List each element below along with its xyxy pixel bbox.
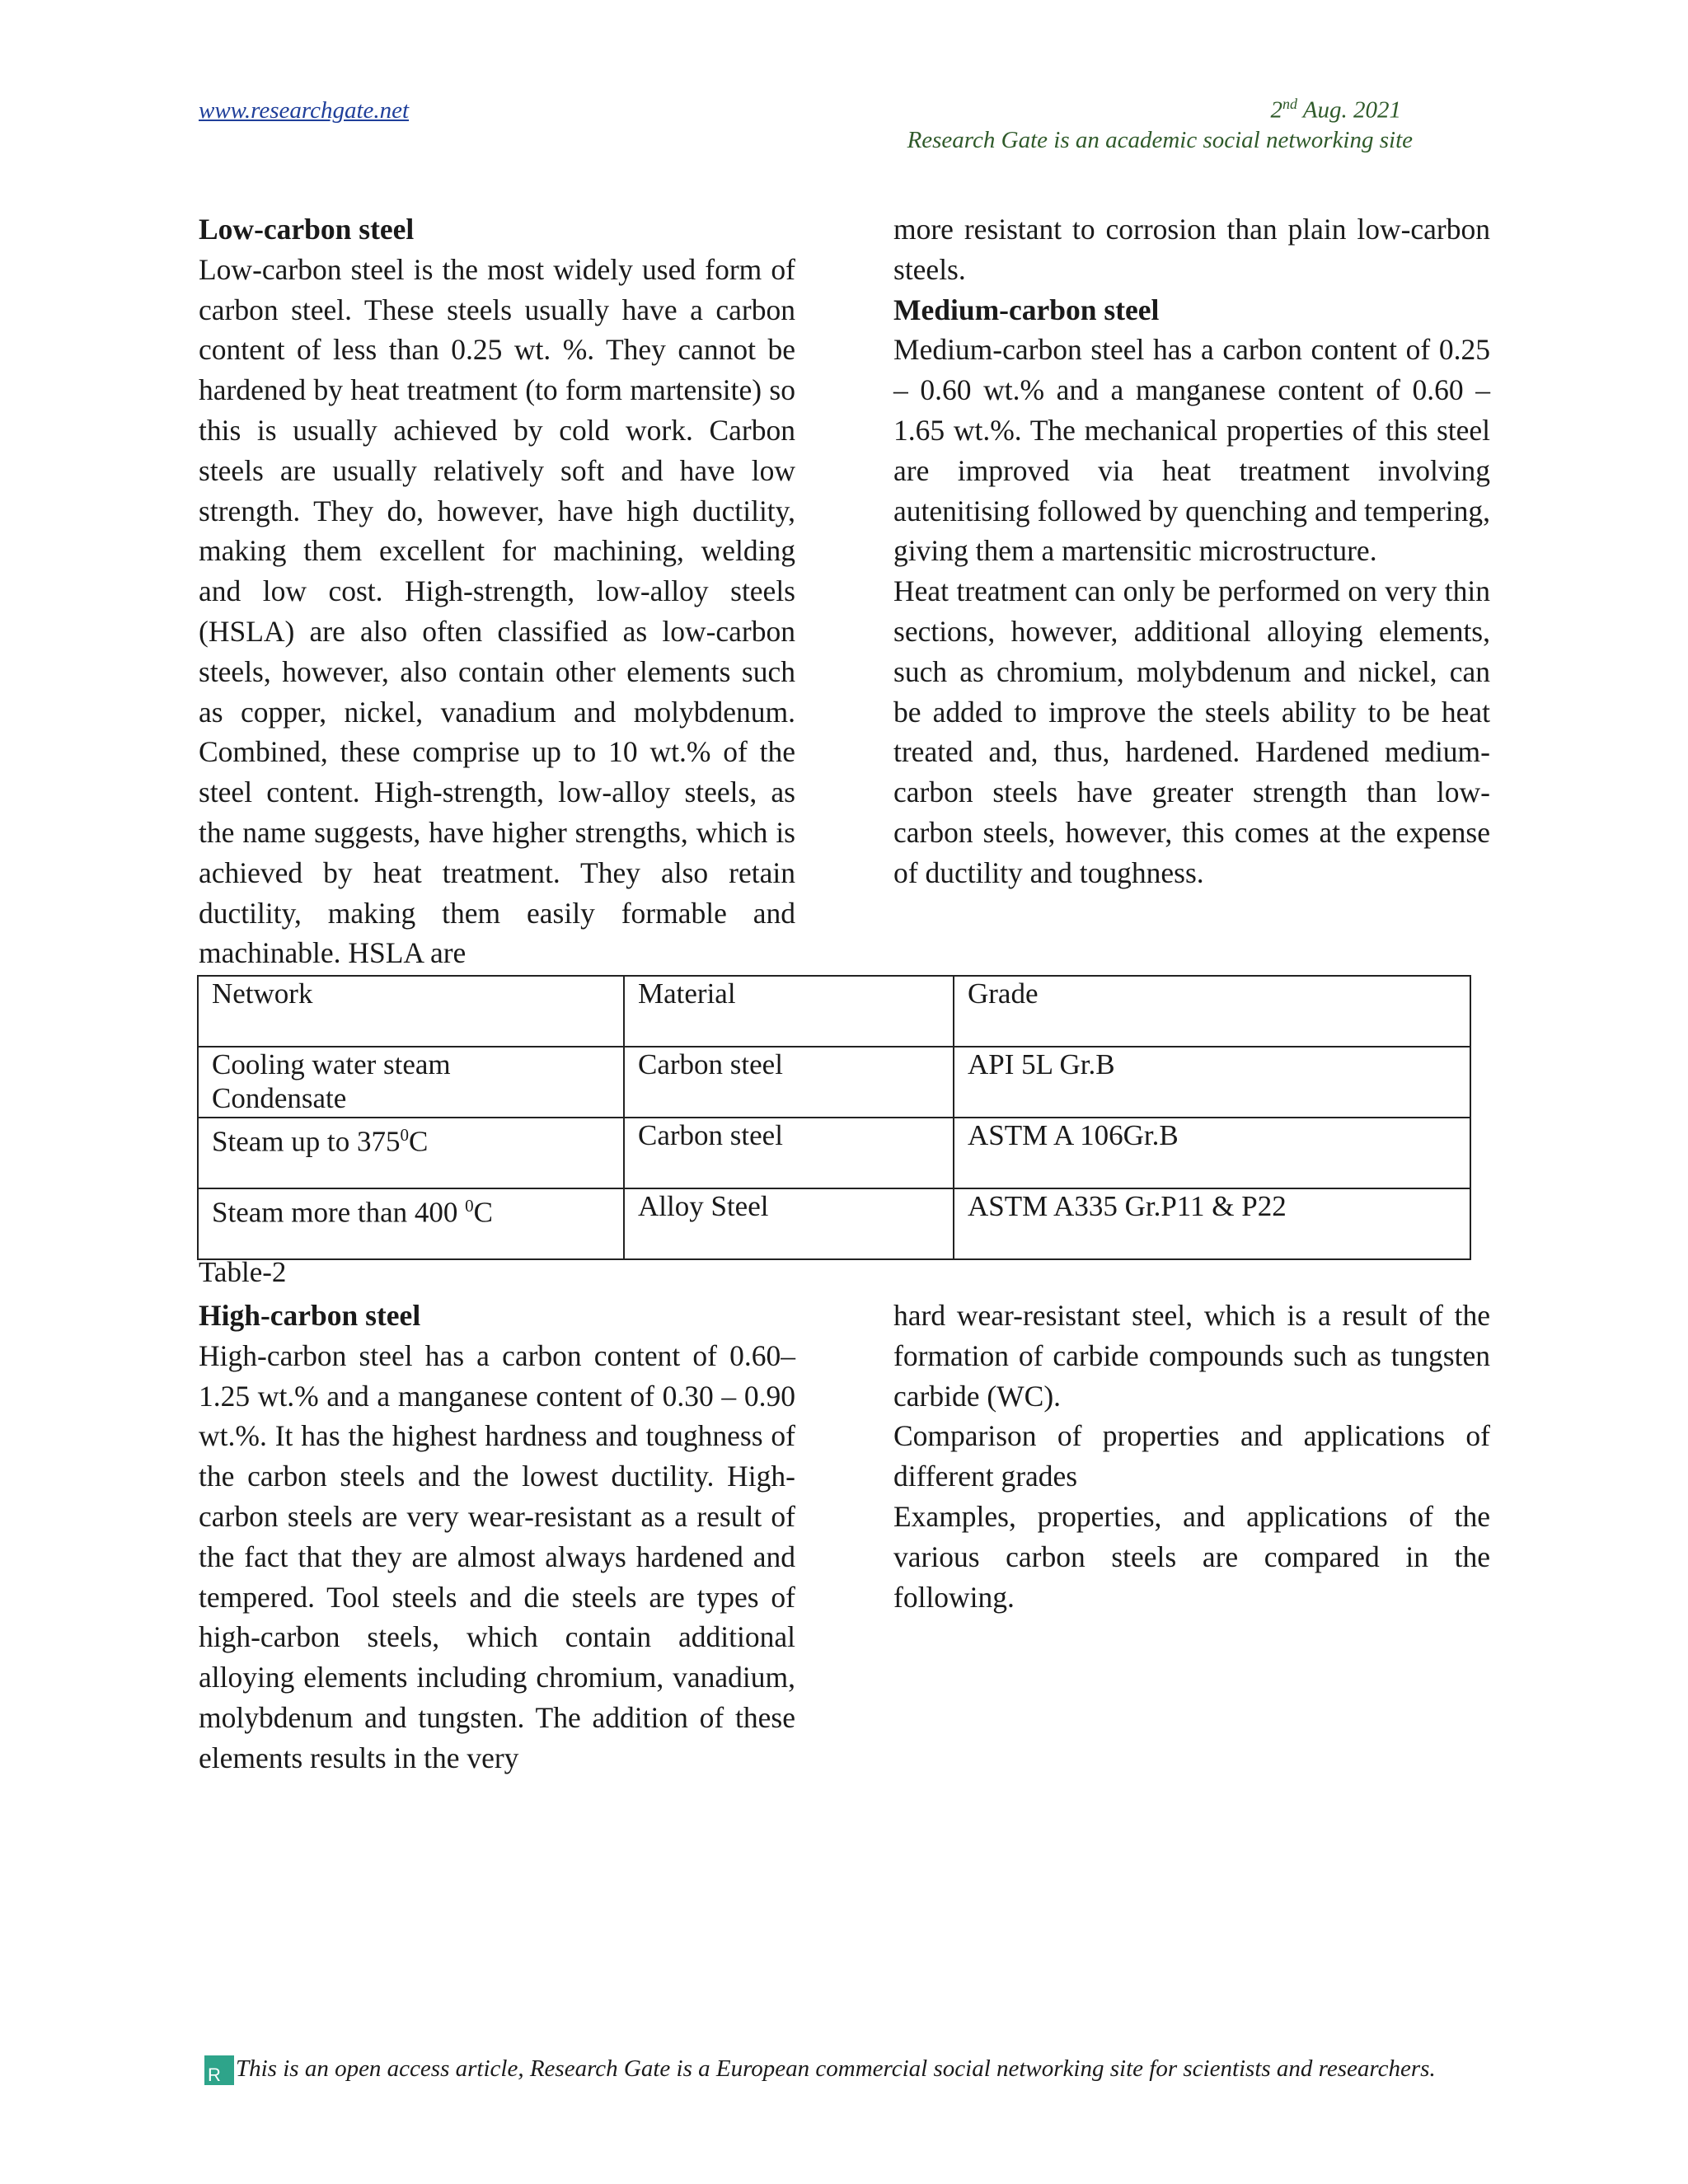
header-date <box>1271 96 1401 124</box>
date-suffix: nd <box>1282 96 1298 112</box>
table-caption: Table-2 <box>199 1256 287 1288</box>
table-header-grade: Grade <box>954 976 1470 1047</box>
date-rest: Aug. 2021 <box>1297 96 1401 124</box>
degree-superscript: 0 <box>465 1196 474 1216</box>
table-cell-material: Carbon steel <box>624 1047 954 1118</box>
network-line1: Cooling water steam <box>212 1048 451 1080</box>
header-site-link[interactable]: www.researchgate.net <box>199 97 410 124</box>
network-text: Steam more than 400 <box>212 1196 466 1229</box>
column-left-bottom <box>199 1296 795 1779</box>
high-carbon-heading: High-carbon steel <box>199 1299 421 1332</box>
date-day: 2 <box>1270 96 1283 124</box>
medium-carbon-para1: Medium-carbon steel has a carbon content of 0.25 – 0.60 wt.% and a manganese content of 0.60 – 1.65 wt.%. The mechanical properties of this steel are improved via heat treatment involving autenitising followed by quenching and tempering, giving them a martensitic microstructure. <box>893 333 1490 568</box>
low-carbon-continuation: more resistant to corrosion than plain low-carbon steels. <box>893 213 1490 286</box>
table-row <box>198 1188 1470 1259</box>
table-cell-network <box>198 1188 624 1259</box>
low-carbon-heading: Low-carbon steel <box>199 213 415 246</box>
table-row <box>198 1047 1470 1118</box>
header-tagline: Research Gate is an academic social networking site <box>907 127 1413 153</box>
network-text: Steam up to 375 <box>212 1125 401 1158</box>
degree-superscript: 0 <box>400 1125 409 1145</box>
table-cell-network <box>198 1047 624 1118</box>
table-row <box>198 1118 1470 1188</box>
column-right-top <box>893 209 1490 893</box>
table-cell-material: Carbon steel <box>624 1118 954 1188</box>
medium-carbon-para2: Heat treatment can only be performed on very thin sections, however, additional alloying elements, such as chromium, molybdenum and nickel, can be added to improve the steels ability to be heat treated and, thus, hardened. Hardened medium-carbon steels have greater strength than low-carbon steels, however, this comes at the expense of ductility and toughness. <box>893 574 1490 889</box>
network-line2: Condensate <box>212 1082 347 1114</box>
comparison-paragraph: Comparison of properties and applications of different grades <box>893 1419 1490 1493</box>
examples-paragraph: Examples, properties, and applications of the various carbon steels are compared in the following. <box>893 1499 1490 1614</box>
table-cell-network <box>198 1118 624 1188</box>
researchgate-logo-icon: R <box>204 2055 234 2085</box>
footer-text: This is an open access article, Research Gate is a European commercial social networking site for scientists and researchers. <box>236 2055 1436 2082</box>
table-cell-material: Alloy Steel <box>624 1188 954 1259</box>
network-unit: C <box>408 1125 429 1158</box>
table-cell-grade: ASTM A 106Gr.B <box>954 1118 1470 1188</box>
steel-grade-table <box>197 975 1471 1260</box>
medium-carbon-heading: Medium-carbon steel <box>893 293 1160 326</box>
table-header-material: Material <box>624 976 954 1047</box>
table-cell-grade: API 5L Gr.B <box>954 1047 1470 1118</box>
table-header-row <box>198 976 1470 1047</box>
column-right-bottom <box>893 1296 1490 1617</box>
column-left-top <box>199 209 795 973</box>
high-carbon-continuation: hard wear-resistant steel, which is a result of the formation of carbide compounds such as tungsten carbide (WC). <box>893 1299 1490 1413</box>
high-carbon-body: High-carbon steel has a carbon content of 0.60–1.25 wt.% and a manganese content of 0.30 – 0.90 wt.%. It has the highest hardness and toughness of the carbon steels and the lowest ductility. High-carbon steels are very wear-resistant as a result of the fact that they are almost always hardened and tempered. Tool steels and die steels are types of high-carbon steels, which contain additional alloying elements including chromium, vanadium, molybdenum and tungsten. The addition of these elements results in the very <box>199 1338 795 1774</box>
low-carbon-body: Low-carbon steel is the most widely used form of carbon steel. These steels usually have a carbon content of less than 0.25 wt. %. They cannot be hardened by heat treatment (to form martensite) so this is usually achieved by cold work. Carbon steels are usually relatively soft and have low strength. They do, however, have high ductility, making them excellent for machining, welding and low cost. High-strength, low-alloy steels (HSLA) are also often classified as low-carbon steels, however, also contain other elements such as copper, nickel, vanadium and molybdenum. Combined, these comprise up to 10 wt.% of the steel content. High-strength, low-alloy steels, as the name suggests, have higher strengths, which is achieved by heat treatment. They also retain ductility, making them easily formable and machinable. HSLA are <box>199 252 795 970</box>
network-unit: C <box>473 1196 494 1229</box>
footer <box>204 2055 1436 2085</box>
table-cell-grade: ASTM A335 Gr.P11 & P22 <box>954 1188 1470 1259</box>
table-header-network: Network <box>198 976 624 1047</box>
